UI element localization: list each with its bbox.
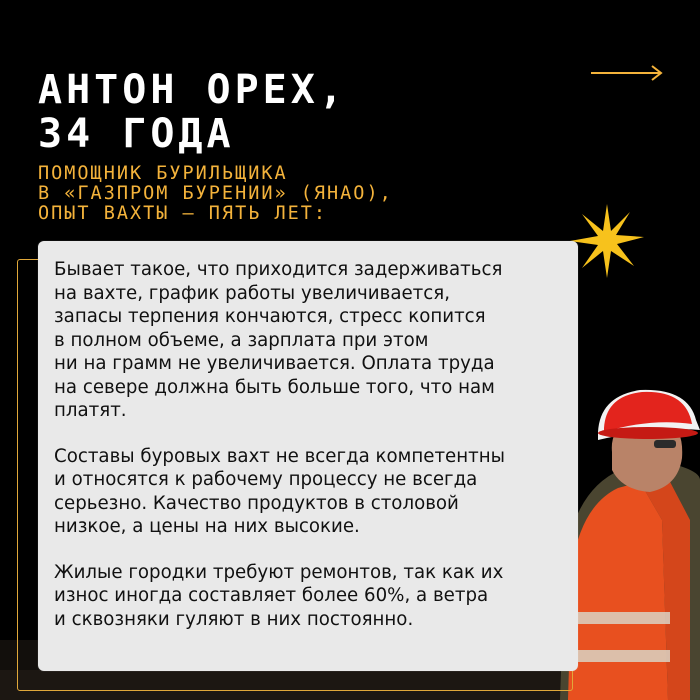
- arrow-right-icon[interactable]: [590, 64, 664, 82]
- sparkle-star-icon: [570, 204, 644, 278]
- quote-paragraph: Жилые городки требуют ремонтов, так как их износ иногда составляет более 60%, а ветра и сквозняки гуляют в них постоянно.: [54, 561, 504, 630]
- quote-text: [54, 258, 574, 631]
- person-role: ПОМОЩНИК БУРИЛЬЩИКА В «ГАЗПРОМ БУРЕНИИ» (ЯНАО), ОПЫТ ВАХТЫ — ПЯТЬ ЛЕТ:: [38, 163, 393, 224]
- page-title: АНТОН ОРЕХ, 34 ГОДА: [38, 67, 347, 157]
- quote-paragraph: Составы буровых вахт не всегда компетентны и относятся к рабочему процессу не всегда серьезно. Качество продуктов в столовой низкое, а цены на них высокие.: [54, 445, 505, 537]
- quote-paragraph: Бывает такое, что приходится задерживаться на вахте, график работы увеличивается, запасы терпения кончаются, стресс копится в полном объеме, а зарплата при этом ни на грамм не увеличивается. Оплата труда на севере должна быть больше того, что нам платят.: [54, 259, 503, 421]
